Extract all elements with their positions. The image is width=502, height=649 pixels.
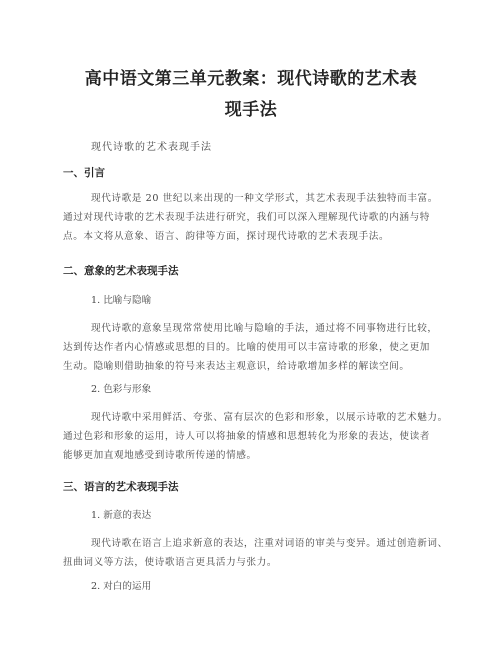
paragraph-line: 现代诗歌的意象呈现常常使用比喻与隐喻的手法，通过将不同事物进行比较，	[91, 323, 438, 334]
subsection-title: 1. 比喻与隐喻	[91, 295, 152, 306]
subsection-title: 2. 色彩与形象	[91, 384, 152, 395]
paragraph-line: 达到传达作者内心情感或思想的目的。比喻的使用可以丰富诗歌的形象，使之更加	[63, 342, 430, 353]
subsection-title: 1. 新意的表达	[91, 510, 152, 521]
subsection-title: 2. 对白的运用	[91, 581, 152, 592]
document-subtitle: 现代诗歌的艺术表现手法	[91, 142, 212, 153]
paragraph-line: 现代诗歌是 20 世纪以来出现的一种文学形式，其艺术表现手法独特而丰富。	[91, 193, 438, 204]
section-heading-imagery: 二、意象的艺术表现手法	[63, 265, 179, 277]
paragraph-line: 扭曲词义等方法，使诗歌语言更具活力与张力。	[63, 557, 278, 568]
paragraph-line: 通过对现代诗歌的艺术表现手法进行研究，我们可以深入理解现代诗歌的内涵与特	[63, 212, 430, 223]
section-heading-language: 三、语言的艺术表现手法	[63, 481, 179, 493]
page-title-line-1: 高中语文第三单元教案：现代诗歌的艺术表	[84, 69, 418, 89]
paragraph-line: 现代诗歌中采用鲜活、夸张、富有层次的色彩和形象，以展示诗歌的艺术魅力。	[91, 412, 448, 423]
paragraph-line: 能够更加直观地感受到诗歌所传递的情感。	[63, 450, 257, 461]
section-heading-intro: 一、引言	[63, 167, 105, 179]
paragraph-line: 点。本文将从意象、语言、韵律等方面，探讨现代诗歌的艺术表现手法。	[63, 231, 390, 242]
page-title-line-2: 现手法	[224, 100, 278, 120]
paragraph-line: 现代诗歌在语言上追求新意的表达，注重对词语的审美与变异。通过创造新词、	[91, 538, 448, 549]
paragraph-line: 通过色彩和形象的运用，诗人可以将抽象的情感和思想转化为形象的表达，使读者	[63, 431, 430, 442]
paragraph-line: 生动。隐喻则借助抽象的符号来表达主观意识，给诗歌增加多样的解读空间。	[63, 361, 410, 372]
